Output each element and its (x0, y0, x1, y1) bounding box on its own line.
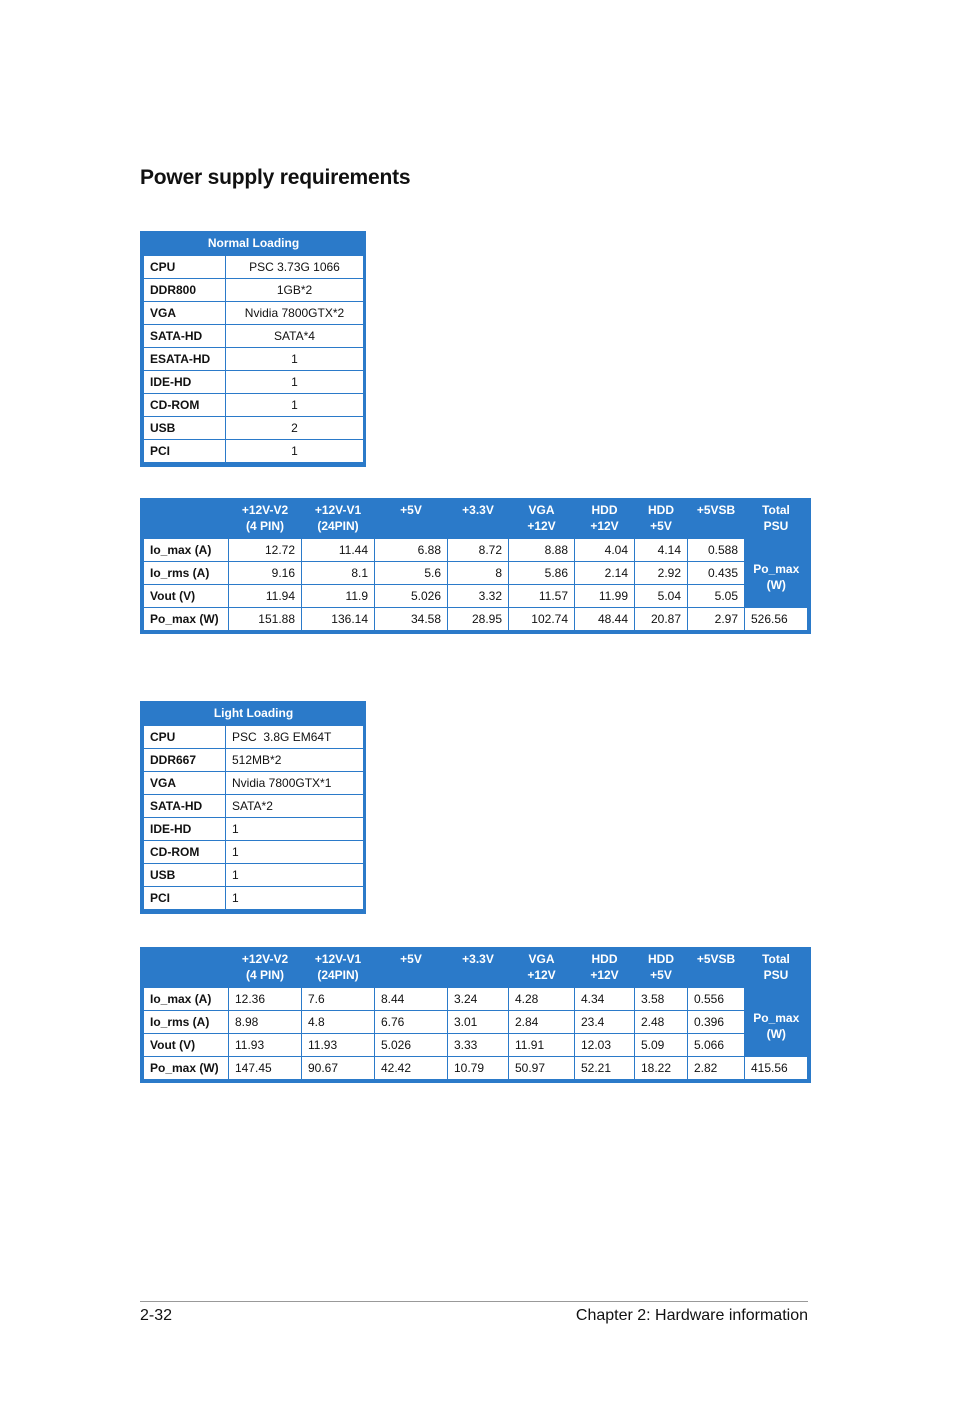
config-value: PSC 3.8G EM64T (226, 726, 364, 749)
config-value: Nvidia 7800GTX*2 (226, 302, 364, 325)
table-cell: 34.58 (375, 608, 448, 631)
table-cell: 11.57 (509, 585, 575, 608)
col-header: HDD +5V (635, 947, 688, 988)
corner-cell (144, 947, 229, 988)
config-label: USB (144, 864, 226, 887)
config-row (144, 772, 364, 795)
row-label: Po_max (W) (144, 1057, 229, 1080)
total-psu-label: Po_max (W) (745, 539, 808, 608)
total-psu-label: Po_max (W) (745, 988, 808, 1057)
col-header: +12V-V1 (24PIN) (302, 947, 375, 988)
config-label: SATA-HD (144, 795, 226, 818)
config-value: 1 (226, 864, 364, 887)
total-psu-value: 415.56 (745, 1057, 808, 1080)
table-cell: 11.94 (229, 585, 302, 608)
config-row (144, 841, 364, 864)
table-cell: 52.21 (575, 1057, 635, 1080)
config-row (144, 887, 364, 910)
table-cell: 3.58 (635, 988, 688, 1011)
table-cell: 20.87 (635, 608, 688, 631)
col-header: +3.3V (448, 498, 509, 539)
table-cell: 11.91 (509, 1034, 575, 1057)
table-cell: 0.556 (688, 988, 745, 1011)
total-psu-header: Total PSU (745, 947, 808, 988)
table-cell: 5.09 (635, 1034, 688, 1057)
table-cell: 11.93 (302, 1034, 375, 1057)
normal-loading-config (140, 231, 366, 467)
table-cell: 42.42 (375, 1057, 448, 1080)
config-row (144, 279, 364, 302)
config-value: 512MB*2 (226, 749, 364, 772)
table-cell: 11.9 (302, 585, 375, 608)
col-header: HDD +5V (635, 498, 688, 539)
config-row (144, 348, 364, 371)
config-value: 1 (226, 818, 364, 841)
table-cell: 8 (448, 562, 509, 585)
table-cell: 5.066 (688, 1034, 745, 1057)
config-value: SATA*4 (226, 325, 364, 348)
total-psu-header: Total PSU (745, 498, 808, 539)
table-cell: 8.98 (229, 1011, 302, 1034)
total-psu-value: 526.56 (745, 608, 808, 631)
table-cell: 0.588 (688, 539, 745, 562)
normal-loading-caption: Normal Loading (144, 231, 364, 256)
row-label: Vout (V) (144, 1034, 229, 1057)
light-loading-caption: Light Loading (144, 701, 364, 726)
col-header: VGA +12V (509, 947, 575, 988)
config-row (144, 302, 364, 325)
table-row (144, 585, 808, 608)
table-cell: 28.95 (448, 608, 509, 631)
config-row (144, 440, 364, 463)
col-header: +12V-V1 (24PIN) (302, 498, 375, 539)
col-header: HDD +12V (575, 498, 635, 539)
config-label: SATA-HD (144, 325, 226, 348)
normal-power-table (140, 498, 811, 634)
config-value: 1 (226, 887, 364, 910)
config-value: 1 (226, 440, 364, 463)
config-row (144, 818, 364, 841)
config-row (144, 417, 364, 440)
config-label: PCI (144, 440, 226, 463)
table-cell: 3.32 (448, 585, 509, 608)
table-cell: 8.1 (302, 562, 375, 585)
row-label: Io_max (A) (144, 539, 229, 562)
config-label: DDR667 (144, 749, 226, 772)
col-header: +5VSB (688, 498, 745, 539)
table-cell: 50.97 (509, 1057, 575, 1080)
col-header: +5V (375, 947, 448, 988)
table-cell: 5.86 (509, 562, 575, 585)
config-row (144, 795, 364, 818)
footer-divider (140, 1301, 808, 1302)
table-cell: 10.79 (448, 1057, 509, 1080)
table-cell: 5.026 (375, 585, 448, 608)
table-header-row (144, 498, 808, 539)
table-row (144, 1011, 808, 1034)
table-cell: 5.05 (688, 585, 745, 608)
table-row (144, 562, 808, 585)
config-value: SATA*2 (226, 795, 364, 818)
table-cell: 9.16 (229, 562, 302, 585)
config-label: CPU (144, 726, 226, 749)
table-cell: 0.435 (688, 562, 745, 585)
light-loading-config (140, 701, 366, 914)
table-cell: 3.01 (448, 1011, 509, 1034)
col-header: HDD +12V (575, 947, 635, 988)
table-cell: 11.99 (575, 585, 635, 608)
config-label: IDE-HD (144, 371, 226, 394)
config-row (144, 371, 364, 394)
table-row (144, 988, 808, 1011)
table-cell: 12.03 (575, 1034, 635, 1057)
chapter-title: Chapter 2: Hardware information (575, 1307, 808, 1324)
table-cell: 5.026 (375, 1034, 448, 1057)
table-cell: 2.97 (688, 608, 745, 631)
col-header: +12V-V2 (4 PIN) (229, 498, 302, 539)
table-cell: 136.14 (302, 608, 375, 631)
table-cell: 2.92 (635, 562, 688, 585)
config-value: 1 (226, 348, 364, 371)
table-header-row (144, 947, 808, 988)
config-value: 1 (226, 394, 364, 417)
config-row (144, 325, 364, 348)
table-cell: 11.44 (302, 539, 375, 562)
table-row (144, 539, 808, 562)
table-row (144, 608, 808, 631)
config-label: CD-ROM (144, 394, 226, 417)
table-cell: 8.72 (448, 539, 509, 562)
corner-cell (144, 498, 229, 539)
row-label: Io_max (A) (144, 988, 229, 1011)
table-cell: 48.44 (575, 608, 635, 631)
config-row (144, 256, 364, 279)
config-row (144, 726, 364, 749)
row-label: Vout (V) (144, 585, 229, 608)
table-row (144, 1034, 808, 1057)
table-cell: 2.14 (575, 562, 635, 585)
config-label: VGA (144, 772, 226, 795)
table-cell: 11.93 (229, 1034, 302, 1057)
table-cell: 2.48 (635, 1011, 688, 1034)
config-label: IDE-HD (144, 818, 226, 841)
config-value: PSC 3.73G 1066 (226, 256, 364, 279)
row-label: Io_rms (A) (144, 1011, 229, 1034)
table-cell: 23.4 (575, 1011, 635, 1034)
table-row (144, 1057, 808, 1080)
table-cell: 2.84 (509, 1011, 575, 1034)
config-label: PCI (144, 887, 226, 910)
table-cell: 4.34 (575, 988, 635, 1011)
table-cell: 4.14 (635, 539, 688, 562)
config-row (144, 749, 364, 772)
table-cell: 5.6 (375, 562, 448, 585)
table-cell: 12.72 (229, 539, 302, 562)
page-number: 2-32 (140, 1307, 173, 1324)
table-cell: 4.28 (509, 988, 575, 1011)
config-value: 1 (226, 371, 364, 394)
config-value: Nvidia 7800GTX*1 (226, 772, 364, 795)
config-label: USB (144, 417, 226, 440)
config-value: 1 (226, 841, 364, 864)
config-value: 1GB*2 (226, 279, 364, 302)
table-cell: 5.04 (635, 585, 688, 608)
table-cell: 6.76 (375, 1011, 448, 1034)
table-cell: 7.6 (302, 988, 375, 1011)
page-title: Power supply requirements (140, 166, 411, 189)
config-row (144, 394, 364, 417)
table-cell: 102.74 (509, 608, 575, 631)
table-cell: 18.22 (635, 1057, 688, 1080)
col-header: +5V (375, 498, 448, 539)
table-cell: 90.67 (302, 1057, 375, 1080)
table-cell: 147.45 (229, 1057, 302, 1080)
col-header: +5VSB (688, 947, 745, 988)
table-cell: 4.04 (575, 539, 635, 562)
col-header: +3.3V (448, 947, 509, 988)
table-cell: 4.8 (302, 1011, 375, 1034)
config-label: CPU (144, 256, 226, 279)
table-cell: 6.88 (375, 539, 448, 562)
row-label: Po_max (W) (144, 608, 229, 631)
table-cell: 8.44 (375, 988, 448, 1011)
table-cell: 3.24 (448, 988, 509, 1011)
config-label: VGA (144, 302, 226, 325)
config-label: ESATA-HD (144, 348, 226, 371)
table-cell: 12.36 (229, 988, 302, 1011)
row-label: Io_rms (A) (144, 562, 229, 585)
table-cell: 8.88 (509, 539, 575, 562)
table-cell: 3.33 (448, 1034, 509, 1057)
col-header: +12V-V2 (4 PIN) (229, 947, 302, 988)
config-label: DDR800 (144, 279, 226, 302)
table-cell: 0.396 (688, 1011, 745, 1034)
config-value: 2 (226, 417, 364, 440)
table-cell: 151.88 (229, 608, 302, 631)
config-row (144, 864, 364, 887)
table-cell: 2.82 (688, 1057, 745, 1080)
light-power-table (140, 947, 811, 1083)
config-label: CD-ROM (144, 841, 226, 864)
col-header: VGA +12V (509, 498, 575, 539)
